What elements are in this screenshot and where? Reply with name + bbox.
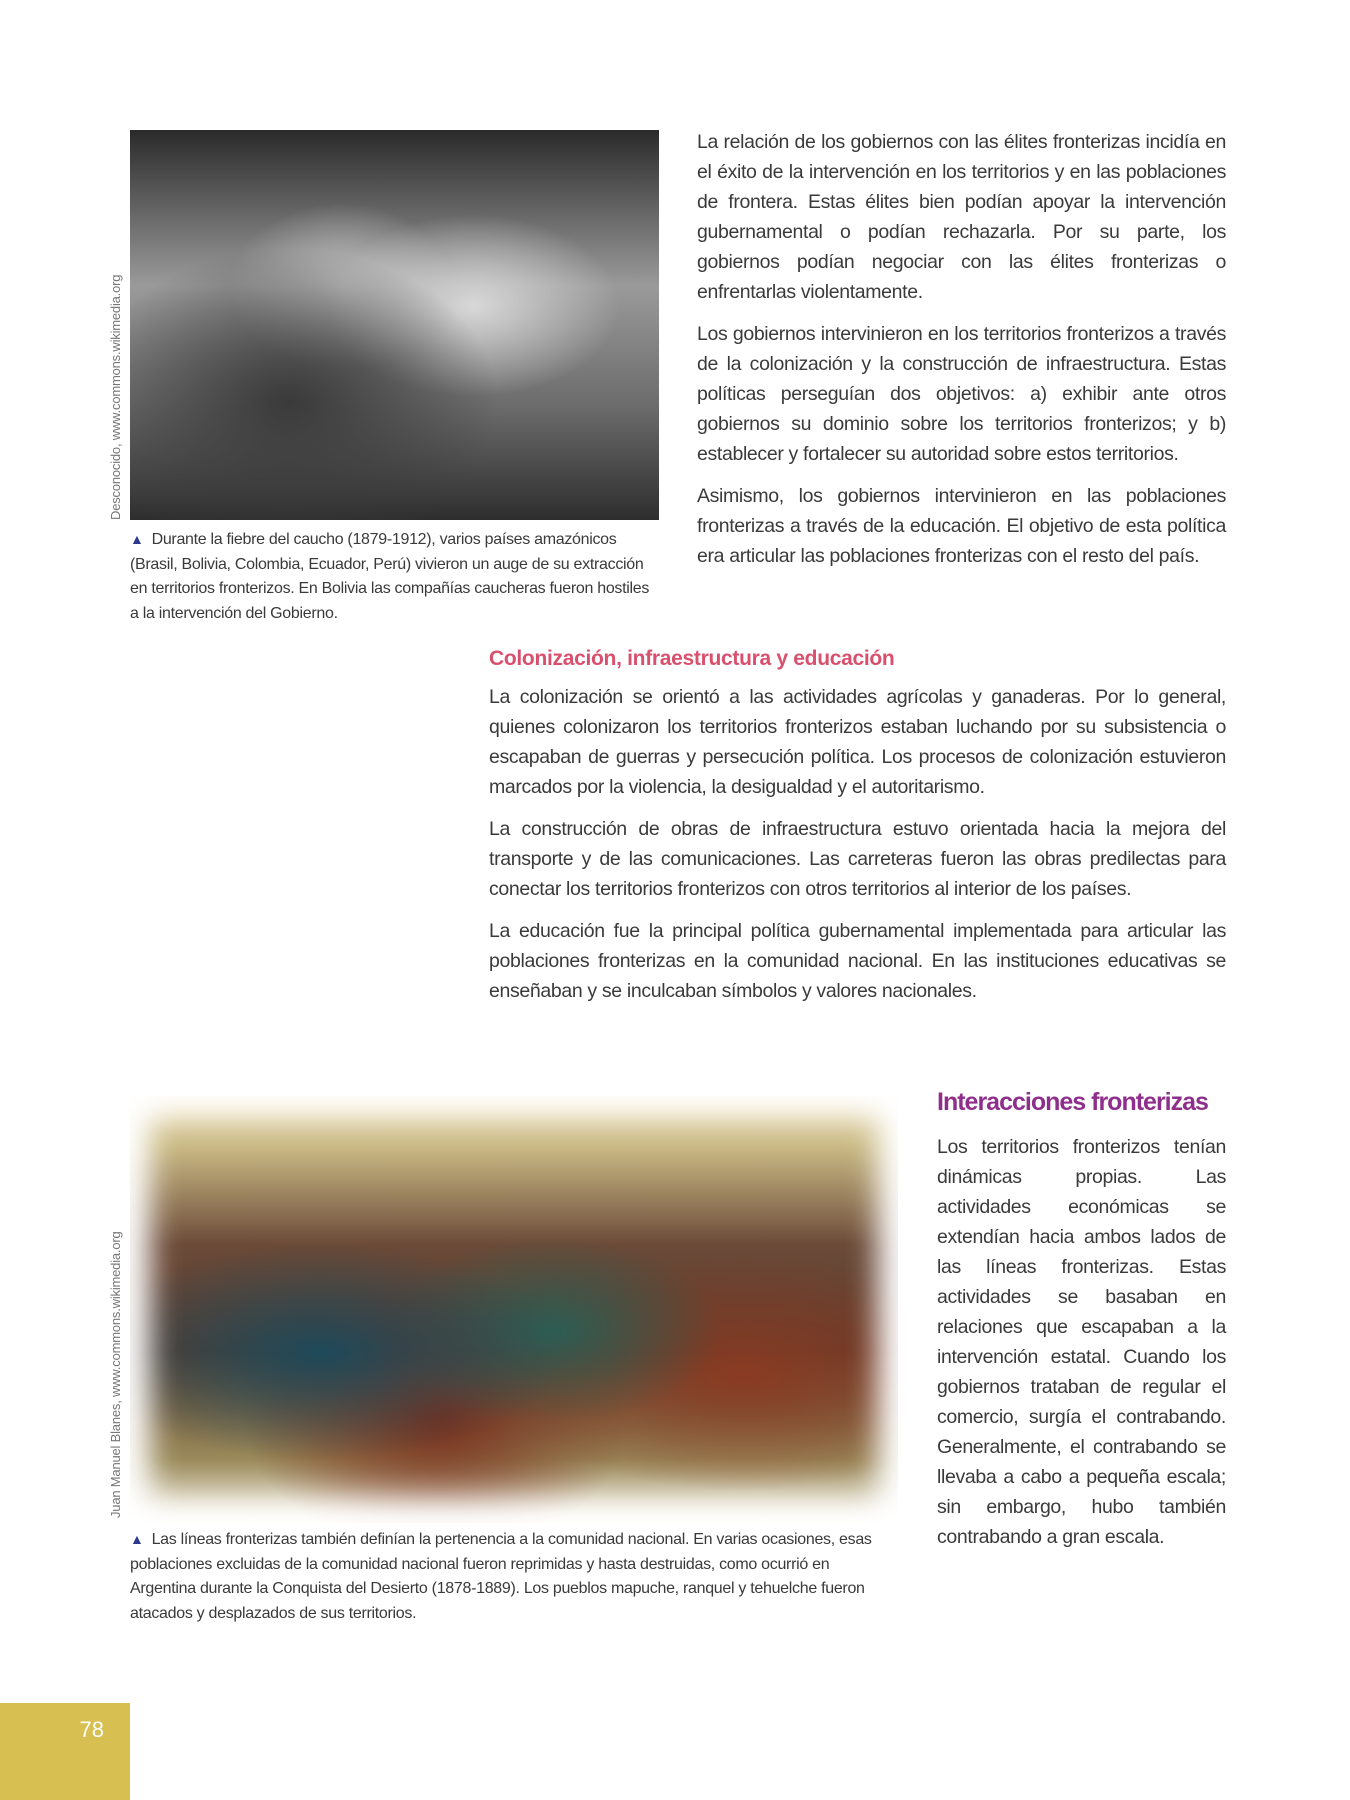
paragraph: Los gobiernos intervinieron en los territorios fronterizos a través de la colonización y la construcción de infraestructura. Estas políticas perseguían dos objetivos: a) exhibir ante otros gobiernos su dominio sobre los territorios fronterizos; y b) establecer y fortalecer su autoridad sobre estos territorios. (697, 323, 1226, 465)
page-number-box (0, 1703, 130, 1800)
photo-caption-top (130, 527, 658, 626)
paragraph: La educación fue la principal política gubernamental implementada para articular las poblaciones fronterizas en la comunidad nacional. En las instituciones educativas se enseñaban y se inculcaban símbolos y valores nacionales. (489, 920, 1226, 1002)
section-interacciones-text (937, 1132, 1226, 1564)
caption-text: Las líneas fronterizas también definían la pertenencia a la comunidad nacional. En varias ocasiones, esas poblaciones excluidas de la comunidad nacional fueron reprimidas y hasta destruidas, como ocurrió en Argentina durante la Conquista del Desierto (1878-1889). Los pueblos mapuche, ranquel y tehuelche fueron atacados y desplazados de sus territorios. (130, 1531, 872, 1622)
rubber-boom-photo (130, 130, 659, 520)
triangle-marker-icon: ▲ (130, 1531, 144, 1547)
paragraph: La colonización se orientó a las actividades agrícolas y ganaderas. Por lo general, quienes colonizaron los territorios fronterizos estaban luchando por su subsistencia o escapaban de guerras y persecución política. Los procesos de colonización estuvieron marcados por la violencia, la desigualdad y el autoritarismo. (489, 686, 1226, 798)
conquista-desierto-painting (130, 1096, 898, 1523)
photo-credit-bottom: Juan Manuel Blanes, www.commons.wikimedia.org (108, 1231, 123, 1518)
section-colonizacion-text (489, 682, 1226, 1018)
section-heading-interacciones: Interacciones fronterizas (937, 1088, 1208, 1116)
caption-text: Durante la fiebre del caucho (1879-1912), varios países amazónicos (Brasil, Bolivia, Colombia, Ecuador, Perú) vivieron un auge de su extracción en territorios fronterizos. En Bolivia las compañías caucheras fueron hostiles a la intervención del Gobierno. (130, 531, 650, 622)
intro-text (697, 127, 1226, 583)
section-heading-colonizacion: Colonización, infraestructura y educación (489, 647, 895, 670)
page-number: 78 (79, 1717, 104, 1742)
photo-caption-bottom (130, 1527, 890, 1626)
photo-credit-top: Desconocido, www.commons.wikimedia.org (108, 274, 123, 520)
paragraph: Los territorios fronterizos tenían dinámicas propias. Las actividades económicas se extendían hacia ambos lados de las líneas fronterizas. Estas actividades se basaban en relaciones que escapaban a la intervención estatal. Cuando los gobiernos trataban de regular el comercio, surgía el contrabando. Generalmente, el contrabando se llevaba a cabo a pequeña escala; sin embargo, hubo también contrabando a gran escala. (937, 1136, 1226, 1548)
paragraph: La relación de los gobiernos con las élites fronterizas incidía en el éxito de la intervención en los territorios y en las poblaciones de frontera. Estas élites bien podían apoyar la intervención gubernamental o podían rechazarla. Por su parte, los gobiernos podían negociar con las élites fronterizas o enfrentarlas violentamente. (697, 131, 1226, 303)
paragraph: Asimismo, los gobiernos intervinieron en las poblaciones fronterizas a través de la educación. El objetivo de esta política era articular las poblaciones fronterizas con el resto del país. (697, 485, 1226, 567)
paragraph: La construcción de obras de infraestructura estuvo orientada hacia la mejora del transporte y de las comunicaciones. Las carreteras fueron las obras predilectas para conectar los territorios fronterizos con otros territorios al interior de los países. (489, 818, 1226, 900)
triangle-marker-icon: ▲ (130, 531, 144, 547)
